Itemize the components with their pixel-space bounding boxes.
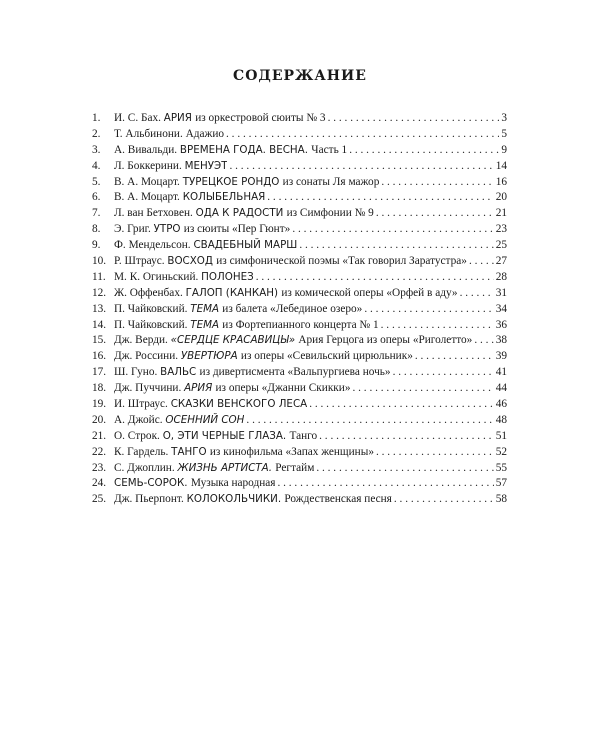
entry-title xyxy=(114,159,227,175)
entry-description: Адажио xyxy=(185,127,225,140)
page-title: СОДЕРЖАНИЕ xyxy=(233,68,367,84)
entry-author: Дж. Пуччини. xyxy=(114,382,185,395)
dot-leader xyxy=(474,333,493,349)
entry-title xyxy=(114,476,275,492)
entry-number: 8. xyxy=(92,223,101,236)
entry-number: 1. xyxy=(92,112,101,124)
toc-entry[interactable] xyxy=(92,111,507,127)
entry-page-number: 44 xyxy=(495,382,507,395)
entry-number: 24. xyxy=(92,477,107,490)
entry-description: из балета «Лебединое озеро» xyxy=(222,302,363,315)
entry-description: из дивертисмента «Вальпургиева ночь» xyxy=(199,366,391,379)
toc-entry[interactable] xyxy=(92,238,507,254)
entry-page-number: 52 xyxy=(495,445,507,458)
entry-number: 13. xyxy=(92,302,107,315)
entry-description: Ария Герцога из оперы «Риголетто» xyxy=(298,334,473,347)
entry-number: 15. xyxy=(92,334,107,347)
entry-author: И. Штраус. xyxy=(114,398,171,411)
dot-leader xyxy=(256,270,494,286)
entry-author: В. А. Моцарт. xyxy=(114,191,183,204)
entry-piece: АРИЯ xyxy=(184,382,216,395)
entry-page-number: 34 xyxy=(495,302,507,315)
entry-description: из оперы «Джанни Скикки» xyxy=(215,382,351,395)
dot-leader xyxy=(460,286,494,302)
dot-leader xyxy=(229,159,493,175)
entry-number: 6. xyxy=(92,191,101,204)
toc-entry[interactable] xyxy=(92,445,507,461)
entry-page-number: 36 xyxy=(495,318,507,331)
entry-title xyxy=(114,254,467,270)
toc-entry[interactable] xyxy=(92,270,507,286)
entry-author: Ш. Гуно. xyxy=(114,366,161,379)
entry-number: 16. xyxy=(92,350,107,363)
entry-page-number: 9 xyxy=(501,143,507,156)
entry-number: 5. xyxy=(92,175,101,188)
entry-number: 12. xyxy=(92,286,107,299)
entry-title xyxy=(114,302,362,318)
entry-description: Танго xyxy=(289,429,318,442)
entry-title xyxy=(114,286,458,302)
entry-title xyxy=(114,222,290,238)
entry-title xyxy=(114,270,254,286)
entry-piece: ОСЕННИЙ СОН xyxy=(165,413,245,426)
dot-leader xyxy=(316,461,493,477)
entry-title xyxy=(114,365,391,381)
entry-page-number: 46 xyxy=(495,398,507,411)
entry-number: 2. xyxy=(92,127,101,140)
entry-title xyxy=(114,461,314,477)
entry-piece: УТРО xyxy=(153,223,184,236)
entry-piece: ТУРЕЦКОЕ РОНДО xyxy=(182,175,283,188)
entry-title xyxy=(114,349,413,365)
entry-page-number: 58 xyxy=(495,493,507,506)
toc-entry[interactable] xyxy=(92,254,507,270)
entry-piece: ЖИЗНЬ АРТИСТА. xyxy=(177,461,276,474)
toc-entry[interactable] xyxy=(92,365,507,381)
entry-author: М. К. Огиньский. xyxy=(114,270,202,283)
toc-entry[interactable] xyxy=(92,349,507,365)
toc-entry[interactable] xyxy=(92,413,507,429)
entry-piece: О, ЭТИ ЧЕРНЫЕ ГЛАЗА. xyxy=(162,429,290,442)
entry-author: Ф. Мендельсон. xyxy=(114,239,194,252)
entry-author: К. Гардель. xyxy=(114,445,172,458)
entry-page-number: 28 xyxy=(495,270,507,283)
toc-entry[interactable] xyxy=(92,492,507,508)
dot-leader xyxy=(246,413,493,429)
entry-number: 9. xyxy=(92,239,101,252)
entry-author: А. Джойс. xyxy=(114,413,166,426)
entry-number: 4. xyxy=(92,159,101,172)
entry-page-number: 31 xyxy=(495,286,507,299)
entry-page-number: 57 xyxy=(495,477,507,490)
toc-entry[interactable] xyxy=(92,302,507,318)
toc-entry[interactable] xyxy=(92,127,507,143)
entry-piece: «СЕРДЦЕ КРАСАВИЦЫ» xyxy=(170,334,299,347)
entry-author: П. Чайковский. xyxy=(114,318,191,331)
toc-entry[interactable] xyxy=(92,206,507,222)
entry-author: И. С. Бах. xyxy=(114,112,164,124)
dot-leader xyxy=(299,238,493,254)
entry-title xyxy=(114,175,379,191)
entry-author: Т. Альбинони. xyxy=(114,127,186,140)
entry-piece: ТАНГО xyxy=(171,445,210,458)
entry-piece: ВАЛЬС xyxy=(160,366,200,379)
dot-leader xyxy=(381,318,494,334)
entry-page-number: 48 xyxy=(495,413,507,426)
entry-page-number: 5 xyxy=(501,127,507,140)
entry-piece: КОЛЫБЕЛЬНАЯ xyxy=(182,191,266,204)
dot-leader xyxy=(267,190,493,206)
entry-piece: ТЕМА xyxy=(190,318,223,331)
entry-description: из комической оперы «Орфей в аду» xyxy=(281,286,458,299)
entry-description: Регтайм xyxy=(275,461,315,474)
entry-page-number: 14 xyxy=(495,159,507,172)
entry-title xyxy=(114,413,244,429)
toc-entry[interactable] xyxy=(92,318,507,334)
dot-leader xyxy=(349,143,499,159)
entry-author: Дж. Россини. xyxy=(114,350,181,363)
entry-page-number: 55 xyxy=(495,461,507,474)
entry-number: 22. xyxy=(92,445,107,458)
toc-entry[interactable] xyxy=(92,286,507,302)
dot-leader xyxy=(292,222,493,238)
entry-author: А. Вивальди. xyxy=(114,143,180,156)
toc-entry[interactable] xyxy=(92,175,507,191)
entry-number: 17. xyxy=(92,366,107,379)
dot-leader xyxy=(376,206,494,222)
dot-leader xyxy=(309,397,494,413)
entry-author: Л. ван Бетховен. xyxy=(114,207,196,220)
entry-number: 7. xyxy=(92,207,101,220)
entry-title xyxy=(114,381,351,397)
entry-piece: ТЕМА xyxy=(190,302,223,315)
toc-entry[interactable] xyxy=(92,159,507,175)
entry-page-number: 27 xyxy=(495,255,507,268)
entry-piece: СВАДЕБНЫЙ МАРШ xyxy=(193,239,298,252)
entry-description: Рождественская песня xyxy=(284,493,392,506)
entry-title xyxy=(114,397,307,413)
entry-piece: МЕНУЭТ xyxy=(184,159,228,172)
dot-leader xyxy=(353,381,494,397)
entry-page-number: 20 xyxy=(495,191,507,204)
entry-number: 19. xyxy=(92,398,107,411)
entry-page-number: 21 xyxy=(495,207,507,220)
entry-number: 25. xyxy=(92,493,107,506)
entry-description: из симфонической поэмы «Так говорил Заратустра» xyxy=(216,255,467,268)
entry-number: 18. xyxy=(92,382,107,395)
entry-number: 11. xyxy=(92,270,106,283)
dot-leader xyxy=(328,111,500,127)
dot-leader xyxy=(277,476,493,492)
entry-number: 20. xyxy=(92,413,107,426)
toc-entry[interactable] xyxy=(92,333,507,349)
entry-page-number: 25 xyxy=(495,239,507,252)
entry-title xyxy=(114,190,265,206)
dot-leader xyxy=(226,127,499,143)
entry-author: В. А. Моцарт. xyxy=(114,175,183,188)
entry-description: Музыка народная xyxy=(190,477,276,490)
entry-page-number: 39 xyxy=(495,350,507,363)
dot-leader xyxy=(319,429,494,445)
entry-number: 3. xyxy=(92,143,101,156)
entry-author: Л. Боккерини. xyxy=(114,159,185,172)
entry-title xyxy=(114,492,392,508)
entry-piece: СЕМЬ-СОРОК. xyxy=(114,477,191,490)
entry-author: Ж. Оффенбах. xyxy=(114,286,186,299)
entry-description: из Фортепианного концерта № 1 xyxy=(222,318,379,331)
entry-number: 14. xyxy=(92,318,107,331)
entry-piece: УВЕРТЮРА xyxy=(180,350,241,363)
entry-piece: КОЛОКОЛЬЧИКИ. xyxy=(186,493,285,506)
entry-description: Часть 1 xyxy=(311,143,348,156)
entry-page-number: 38 xyxy=(495,334,507,347)
entry-description: из сюиты «Пер Гюнт» xyxy=(183,223,291,236)
entry-author: Э. Григ. xyxy=(114,223,154,236)
entry-page-number: 16 xyxy=(495,175,507,188)
entry-page-number: 41 xyxy=(495,366,507,379)
entry-author: П. Чайковский. xyxy=(114,302,191,315)
entry-description: из Симфонии № 9 xyxy=(286,207,374,220)
entry-description: из кинофильма «Запах женщины» xyxy=(209,445,374,458)
toc-entry[interactable] xyxy=(92,222,507,238)
entry-description: из оркестровой сюиты № 3 xyxy=(195,112,326,124)
entry-piece: АРИЯ xyxy=(163,112,196,124)
entry-author: О. Строк. xyxy=(114,429,163,442)
entry-title xyxy=(114,318,379,334)
entry-author: Дж. Пьерпонт. xyxy=(114,493,187,506)
dot-leader xyxy=(381,175,493,191)
table-of-contents xyxy=(92,111,507,508)
entry-piece: ПОЛОНЕЗ xyxy=(201,270,254,283)
dot-leader xyxy=(376,445,494,461)
entry-title xyxy=(114,111,326,127)
entry-piece: ВОСХОД xyxy=(167,255,217,268)
entry-title xyxy=(114,127,224,143)
entry-title xyxy=(114,445,374,461)
entry-piece: СКАЗКИ ВЕНСКОГО ЛЕСА xyxy=(170,398,308,411)
entry-title xyxy=(114,238,297,254)
entry-number: 10. xyxy=(92,255,107,268)
entry-piece: ВРЕМЕНА ГОДА. ВЕСНА. xyxy=(179,143,312,156)
dot-leader xyxy=(364,302,493,318)
toc-entry[interactable] xyxy=(92,190,507,206)
entry-number: 23. xyxy=(92,461,107,474)
entry-title xyxy=(114,333,472,349)
entry-piece: ГАЛОП (КАНКАН) xyxy=(185,286,282,299)
entry-title xyxy=(114,143,347,159)
entry-author: С. Джоплин. xyxy=(114,461,178,474)
toc-entry[interactable] xyxy=(92,143,507,159)
entry-description: из оперы «Севильский цирюльник» xyxy=(240,350,413,363)
entry-author: Дж. Верди. xyxy=(114,334,171,347)
entry-number: 21. xyxy=(92,429,107,442)
dot-leader xyxy=(469,254,494,270)
dot-leader xyxy=(393,365,494,381)
toc-entry[interactable] xyxy=(92,429,507,445)
entry-page-number: 3 xyxy=(501,112,507,124)
dot-leader xyxy=(415,349,494,365)
dot-leader xyxy=(394,492,494,508)
entry-page-number: 23 xyxy=(495,223,507,236)
entry-author: Р. Штраус. xyxy=(114,255,168,268)
toc-entry[interactable] xyxy=(92,461,507,477)
toc-entry[interactable] xyxy=(92,476,507,492)
entry-page-number: 51 xyxy=(495,429,507,442)
entry-title xyxy=(114,429,317,445)
entry-title xyxy=(114,206,374,222)
entry-piece: ОДА К РАДОСТИ xyxy=(195,207,287,220)
toc-entry[interactable] xyxy=(92,397,507,413)
entry-description: из сонаты Ля мажор xyxy=(282,175,380,188)
toc-entry[interactable] xyxy=(92,381,507,397)
